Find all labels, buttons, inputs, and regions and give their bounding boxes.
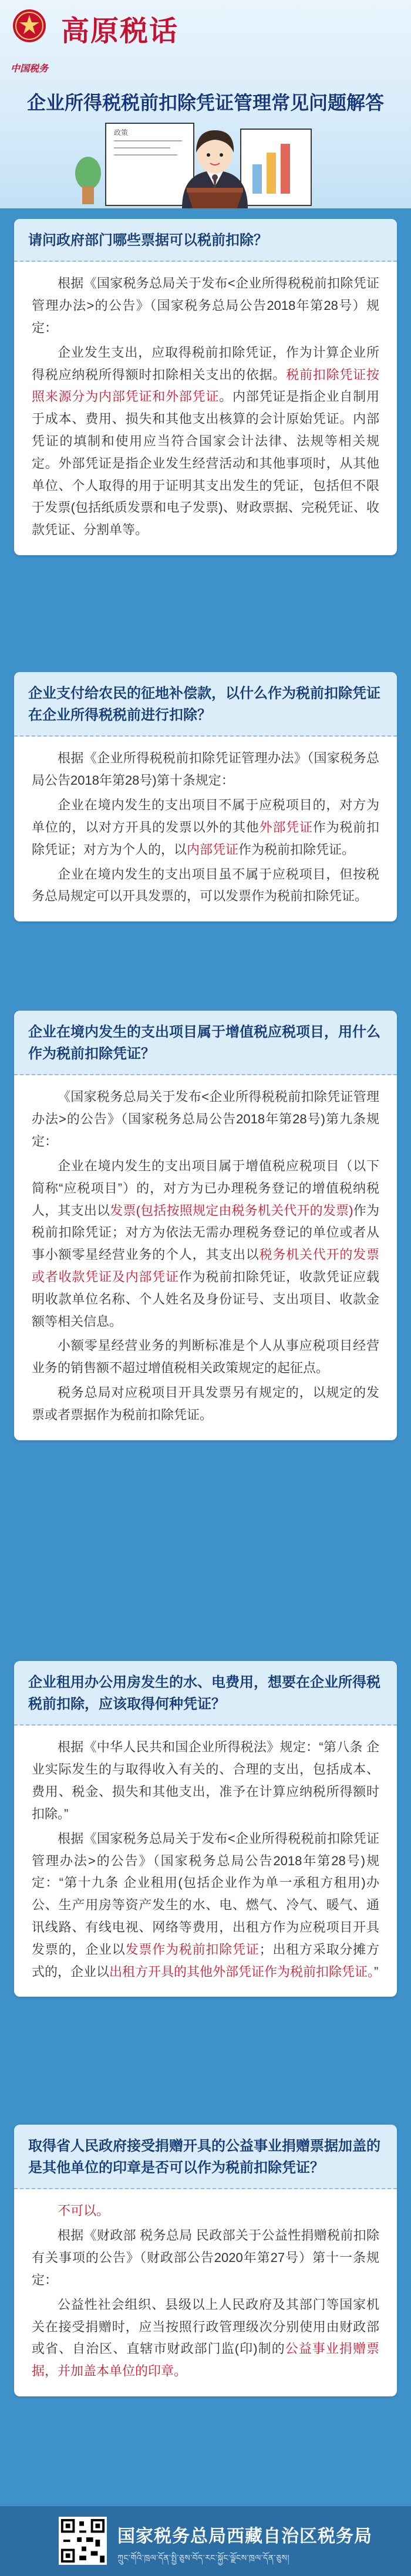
footer <box>0 2506 411 2576</box>
answer-paragraph <box>32 1382 379 1426</box>
answer-text: 根据《企业所得税税前扣除凭证管理办法》（国家税务总局公告2018年第28号)第十条规定： <box>32 751 379 788</box>
answer-text: 《国家税务总局关于发布<企业所得税税前扣除凭证管理办法>的公告》（国家税务总局公告2018年第28号)第九条规定： <box>32 1089 379 1149</box>
footer-org-name-tibetan: ཀྲུང་གོའི་ཁྲལ་དོན་སྤྱི་ཅུས་བོད་རང་སྐྱོང་ལྗོངས་ཁྲལ་དོན་ཅུས། <box>117 2553 290 2563</box>
highlighted-text: 公益事业捐赠票据，并加盖本单位的印章。 <box>32 2341 379 2379</box>
highlighted-text: 发票(包括按照规定由税务机关代开的发票) <box>110 1203 353 1218</box>
qa-card <box>14 1011 397 1440</box>
question-title: 取得省人民政府接受捐赠开具的公益事业捐赠票据加盖的是其他单位的印章是否可以作为税前扣除凭证？ <box>14 2125 397 2189</box>
answer-paragraph <box>32 1335 379 1379</box>
answer-paragraph <box>32 272 379 339</box>
answer-text: 作为税前扣除凭证，收款凭证应载明收款单位名称、个人姓名及身份证号、支出项目、收款金额等相关信息。 <box>32 1270 379 1329</box>
answer-paragraph <box>32 747 379 792</box>
highlighted-text: 不可以。 <box>58 2203 110 2219</box>
answer-text: 根据《中华人民共和国企业所得税法》规定：“第八条 企业实际发生的与取得收入有关的、合理的支出，包括成本、费用、税金、损失和其他支出，准予在计算应纳税所得额时扣除。” <box>32 1740 379 1821</box>
answer-text: ；出租方采取分摊方式的，企业以 <box>32 1942 379 1979</box>
answer-text: 小额零星经营业务的判断标准是个人从事应税项目经营业务的销售额不超过增值税相关政策规定的起征点。 <box>32 1338 379 1376</box>
answer-paragraph <box>32 2224 379 2291</box>
tax-emblem-icon <box>12 8 47 43</box>
answer-text: 企业在境内发生的支出项目属于增值税应税项目（以下简称“应税项目”）的，对方为已办理税务登记的增值税纳税人，其支出以 <box>32 1158 379 1218</box>
highlighted-text: 出租方开具的其他外部凭证作为税前扣除凭证。 <box>109 1964 375 1979</box>
answer-text: 作为税前扣除凭证；对方为依法无需办理税务登记的单位或者从事小额零星经营业务的个人，其支出以 <box>32 1203 379 1262</box>
answer-text: 。内部凭证是指企业自制用于成本、费用、损失和其他支出核算的会计原始凭证。内部凭证的填制和使用应当符合国家会计法律、法规等相关规定。外部凭证是指企业发生经营活动和其他事项时，从其他单位、个人取得的用于证明其支出发生的凭证，包括但不限于发票(包括纸质发票和电子发票)、财政票据、完税凭证、收款凭证、分割单等。 <box>32 389 379 538</box>
answer-paragraph <box>32 2294 379 2382</box>
answer-text: 企业在境内发生的支出项目不属于应税项目的，对方为单位的，以对方开具的发票以外的其他 <box>32 798 379 835</box>
qa-card <box>14 672 397 921</box>
header-banner <box>0 0 411 208</box>
answer-text: 企业在境内发生的支出项目虽不属于应税项目，但按税务总局规定可以开具发票的，可以发票作为税前扣除凭证。 <box>32 866 379 904</box>
answer-text: 税务总局对应税项目开具发票另有规定的，以规定的发票或者票据作为税前扣除凭证。 <box>32 1385 379 1422</box>
highlighted-text: 发票作为税前扣除凭证 <box>125 1942 260 1957</box>
highlighted-text: 内部凭证 <box>187 842 239 857</box>
answer-paragraph <box>32 863 379 908</box>
answer-paragraph <box>32 1736 379 1825</box>
answer-body <box>14 1075 397 1440</box>
answer-paragraph <box>32 1155 379 1333</box>
footer-org-name: 国家税务总局西藏自治区税务局 <box>117 2527 372 2546</box>
answer-body <box>14 1726 397 1997</box>
highlighted-text: 外部凭证 <box>259 819 313 835</box>
question-title: 企业在境内发生的支出项目属于增值税应税项目，用什么作为税前扣除凭证？ <box>14 1011 397 1075</box>
answer-text: 作为税前扣除凭证；对方为个人的，以 <box>32 819 379 857</box>
brand-title: 高原税话 <box>61 16 179 47</box>
answer-text: 企业发生支出，应取得税前扣除凭证，作为计算企业所得税应纳税所得额时扣除相关支出的依据。 <box>32 345 379 382</box>
plant-icon <box>75 157 101 204</box>
qr-code-icon <box>59 2517 107 2565</box>
question-title: 企业租用办公用房发生的水、电费用，想要在企业所得税税前扣除，应该取得何种凭证？ <box>14 1661 397 1726</box>
answer-paragraph <box>32 342 379 541</box>
answer-body <box>14 2189 397 2396</box>
answer-text: 作为税前扣除凭证。 <box>238 842 355 857</box>
answer-paragraph <box>32 794 379 860</box>
answer-text: 根据《国家税务总局关于发布<企业所得税税前扣除凭证管理办法>的公告》（国家税务总局公告2018年第28号）规定： <box>32 276 379 335</box>
answer-body <box>14 262 397 555</box>
question-title: 请问政府部门哪些票据可以税前扣除？ <box>14 219 397 262</box>
answer-paragraph <box>32 2200 379 2222</box>
highlighted-text: 税前扣除凭证按照来源分为内部凭证和外部凭证 <box>32 367 379 404</box>
highlighted-text: 税务机关代开的发票或者收款凭证及内部凭证 <box>32 1247 379 1284</box>
qa-card <box>14 219 397 555</box>
board-label: 政策 <box>114 129 129 137</box>
chart-board-icon <box>241 129 311 205</box>
page-title: 企业所得税税前扣除凭证管理常见问题解答 <box>26 92 384 113</box>
board-icon <box>106 123 194 205</box>
qa-card <box>14 1661 397 1997</box>
answer-text: 根据《财政部 税务总局 民政部关于公益性捐赠税前扣除有关事项的公告》（财政部公告2020年第27号）第十一条规定： <box>32 2228 379 2287</box>
answer-body <box>14 737 397 921</box>
answer-text: 根据《国家税务总局关于发布<企业所得税税前扣除凭证管理办法>的公告》（国家税务总局公告2018年第28号)规定：“第十九条 企业租用(包括企业作为单一承租方租用)办公、生产用房等资产发生的水、电、燃气、冷气、暖气、通讯线路、有线电视、网络等费用，出租方作为应税项目开具发票的，企业以 <box>32 1831 379 1957</box>
answer-text: ” <box>374 1964 379 1979</box>
answer-text: 公益性社会组织、县级以上人民政府及其部门等国家机关在接受捐赠时，应当按照行政管理级次分别使用由财政部或省、自治区、直辖市财政部门监(印)制的 <box>32 2297 379 2356</box>
qa-card <box>14 2125 397 2396</box>
speaker-illustration <box>53 117 358 208</box>
brand-subtitle: 中国税务 <box>11 63 49 74</box>
answer-paragraph <box>32 1828 379 1983</box>
question-title: 企业支付给农民的征地补偿款，以什么作为税前扣除凭证在企业所得税税前进行扣除？ <box>14 672 397 737</box>
answer-paragraph <box>32 1086 379 1152</box>
